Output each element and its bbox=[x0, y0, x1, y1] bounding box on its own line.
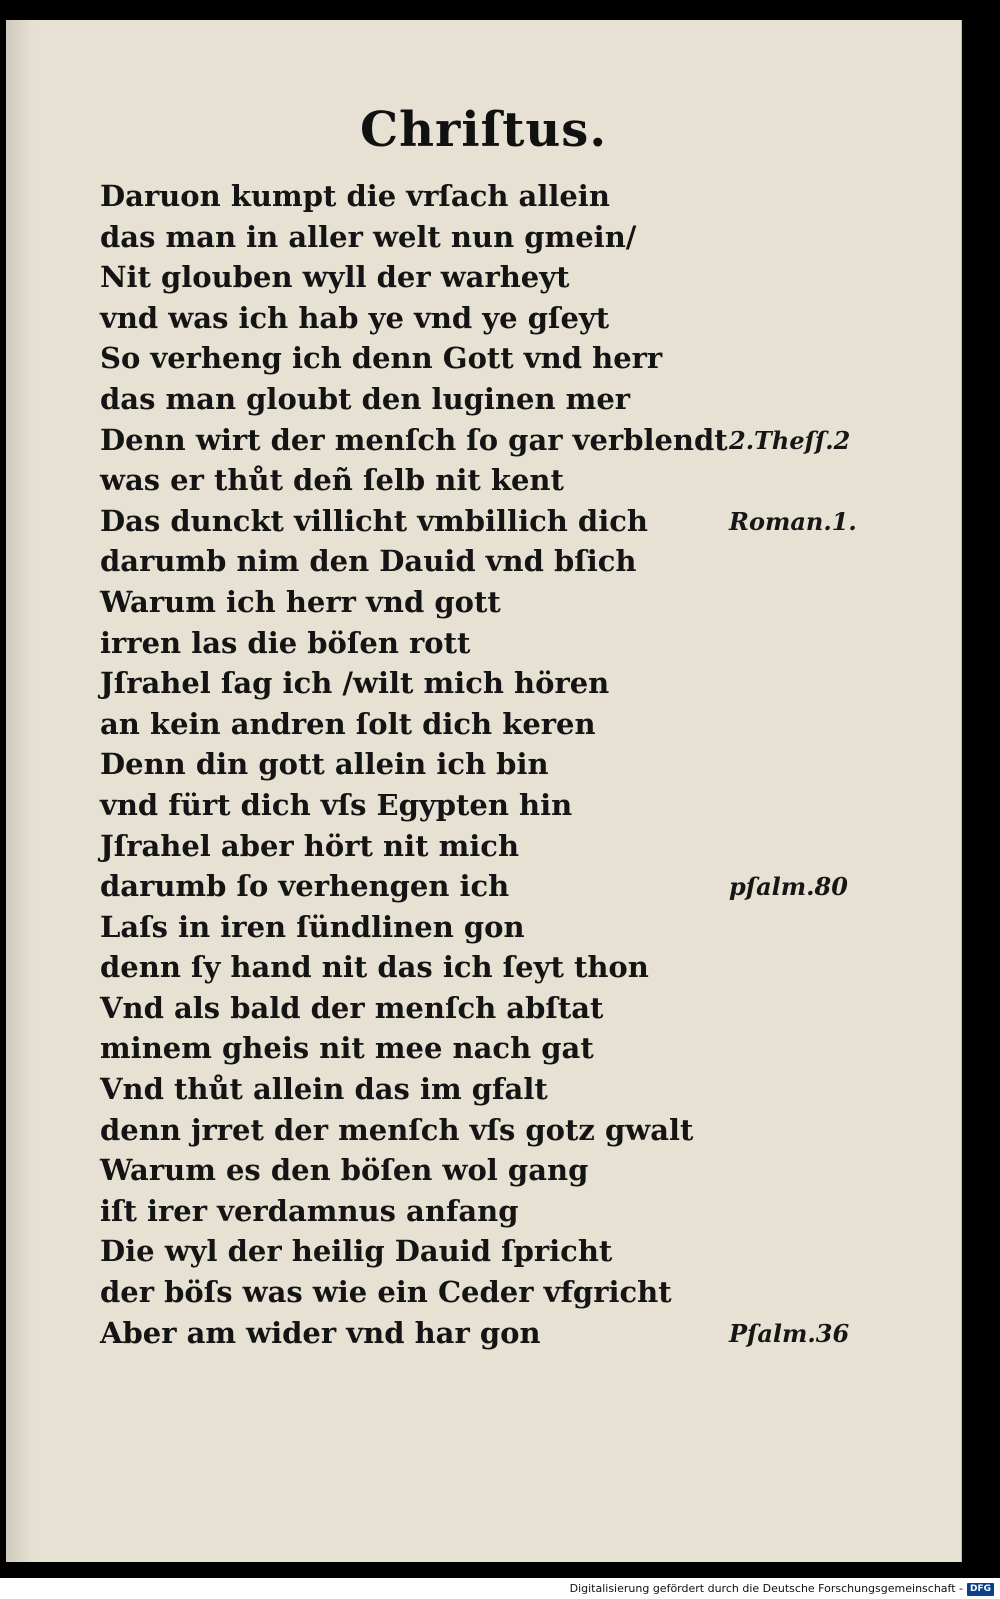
verse-line: der böſs was wie ein Ceder vfgricht bbox=[100, 1275, 672, 1310]
page-gutter-shadow bbox=[6, 20, 34, 1562]
verse-line: minem gheis nit mee nach gat bbox=[100, 1031, 594, 1066]
footer-credit: Digitalisierung gefördert durch die Deutsche Forschungsgemeinschaft - bbox=[569, 1582, 963, 1595]
verse-line: Jſrahel ſag ich /wilt mich hören bbox=[100, 666, 610, 701]
marginal-note: pſalm.80 bbox=[729, 872, 848, 902]
verse-line: Nit glouben wyll der warheyt bbox=[100, 260, 570, 295]
verse-line: Aber am wider vnd har gon bbox=[100, 1315, 541, 1350]
verse-line: Vnd thůt allein das im gfalt bbox=[100, 1072, 548, 1107]
verse-line: vnd was ich hab ye vnd ye gſeyt bbox=[100, 300, 610, 335]
verse-line: an kein andren ſolt dich keren bbox=[100, 706, 596, 741]
marginal-note: 2.Theſſ.2 bbox=[729, 425, 851, 455]
verse-line: das man gloubt den luginen mer bbox=[100, 381, 631, 416]
verse-line: iſt irer verdamnus anfang bbox=[100, 1193, 519, 1228]
verse-line: darumb ſo verhengen ich bbox=[100, 869, 510, 904]
verse-line: Laſs in iren ſündlinen gon bbox=[100, 909, 525, 944]
verse-line: Warum es den böſen wol gang bbox=[100, 1153, 589, 1188]
verse-line: Jſrahel aber hört nit mich bbox=[100, 828, 520, 863]
verse-line: irren las die böſen rott bbox=[100, 625, 471, 660]
verse-line: das man in aller welt nun gmein/ bbox=[100, 219, 637, 254]
verse-line: So verheng ich denn Gott vnd herr bbox=[100, 341, 663, 376]
verse-line: Das dunckt villicht vmbillich dich bbox=[100, 503, 648, 538]
dfg-logo: DFG bbox=[967, 1583, 994, 1596]
verse-line: denn ſy hand nit das ich ſeyt thon bbox=[100, 950, 649, 985]
verse-line: Die wyl der heilig Dauid ſpricht bbox=[100, 1234, 613, 1269]
verse-line: denn jrret der menſch vſs gotz gwalt bbox=[100, 1112, 694, 1147]
verse-line: vnd fürt dich vſs Egypten hin bbox=[100, 787, 573, 822]
verse-line: Vnd als bald der menſch abſtat bbox=[100, 990, 604, 1025]
verse-line: darumb nim den Dauid vnd bſich bbox=[100, 544, 637, 579]
marginal-note: Pſalm.36 bbox=[729, 1318, 850, 1348]
verse-line: Denn din gott allein ich bin bbox=[100, 747, 549, 782]
book-page bbox=[6, 20, 962, 1562]
verse-line: Daruon kumpt die vrſach allein bbox=[100, 179, 610, 213]
page-title: Chriſtus. bbox=[359, 102, 608, 158]
footer-bar bbox=[0, 1578, 1000, 1599]
verse-line: Denn wirt der menſch ſo gar verblendt bbox=[100, 422, 728, 457]
verse-list bbox=[100, 176, 728, 1353]
verse-line: was er thůt deñ ſelb nit kent bbox=[100, 463, 564, 498]
marginal-note: Roman.1. bbox=[729, 506, 857, 536]
verse-line: Warum ich herr vnd gott bbox=[100, 584, 501, 619]
